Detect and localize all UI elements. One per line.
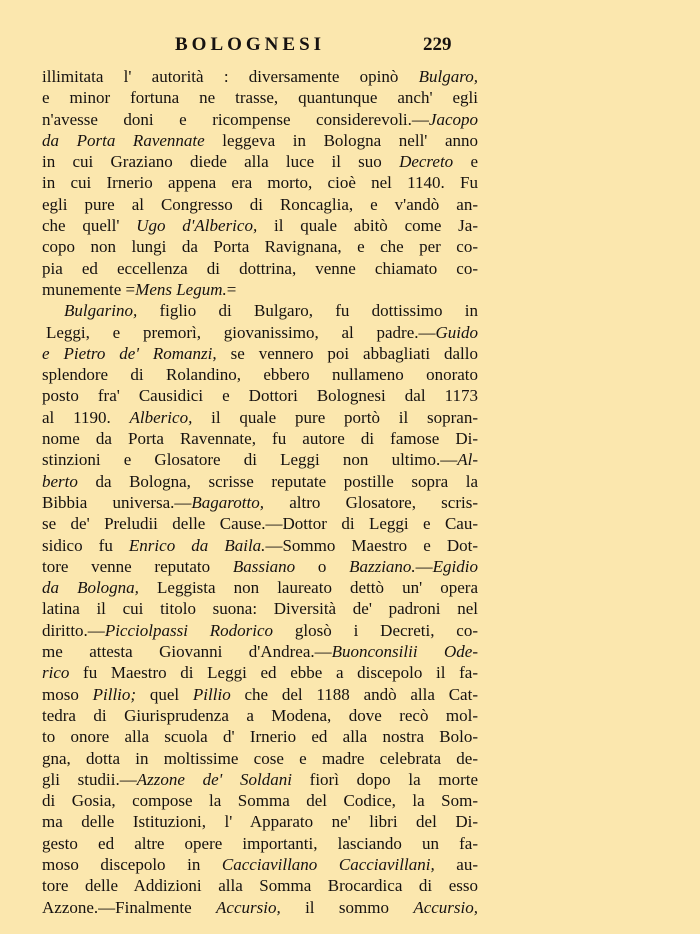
text-line: sidico fu Enrico da Baila.—Sommo Maestro e Dot- <box>42 535 478 555</box>
text-line: Bulgarino, figlio di Bulgaro, fu dottissimo in <box>64 301 478 321</box>
text-line: posto fra' Causidici e Dottori Bolognesi dal 1173 <box>42 386 478 406</box>
text-line: splendore di Rolandino, ebbero nullameno onorato <box>42 365 478 385</box>
text-line: da Bologna, Leggista non laureato dettò un' opera <box>42 578 478 598</box>
text-line: da Porta Ravennate leggeva in Bologna nell' anno <box>42 130 479 150</box>
text-line: di Gosia, compose la Somma del Codice, la Som- <box>42 791 478 811</box>
text-line: Azzone.—Finalmente Accursio, il sommo Accursio, <box>42 897 478 917</box>
text-line: tore venne reputato Bassiano o Bazziano.—Egidio <box>42 556 479 576</box>
text-line: Bibbia universa.—Bagarotto, altro Glosatore, scris- <box>42 492 478 512</box>
text-line: moso Pillio; quel Pillio che del 1188 andò alla Cat- <box>42 684 478 704</box>
text-line: munemente =Mens Legum.= <box>42 279 237 299</box>
text-line: Leggi, e premorì, giovanissimo, al padre.—Guido <box>46 322 478 342</box>
text-line: diritto.—Picciolpassi Rodorico glosò i Decreti, co- <box>42 620 478 640</box>
text-line: moso discepolo in Cacciavillano Cacciavillani, au- <box>42 854 478 874</box>
text-line: egli pure al Congresso di Roncaglia, e v'andò an- <box>42 194 478 214</box>
text-line: se de' Preludii delle Cause.—Dottor di Leggi e Cau- <box>42 514 478 534</box>
text-line: tore delle Addizioni alla Somma Brocardica di esso <box>42 876 478 896</box>
text-line: in cui Graziano diede alla luce il suo Decreto e <box>42 152 478 172</box>
text-line: berto da Bologna, scrisse reputate postille sopra la <box>42 471 478 491</box>
text-line: copo non lungi da Porta Ravignana, e che per co- <box>42 237 478 257</box>
text-line: gli studii.—Azzone de' Soldani fiorì dopo la morte <box>42 769 478 789</box>
text-line: gesto ed altre opere importanti, lasciando un fa- <box>42 833 478 853</box>
text-line: latina il cui titolo suona: Diversità de' padroni nel <box>42 599 478 619</box>
text-line: tedra di Giurisprudenza a Modena, dove recò mol- <box>42 705 478 725</box>
text-line: gna, dotta in moltissime cose e madre celebrata de- <box>42 748 478 768</box>
text-line: to onore alla scuola d' Irnerio ed alla nostra Bolo- <box>42 727 478 747</box>
text-line: ma delle Istituzioni, l' Apparato ne' libri del Di- <box>42 812 478 832</box>
text-line: n'avesse doni e ricompense considerevoli.—Jacopo <box>42 109 478 129</box>
text-line: nome da Porta Ravennate, fu autore di famose Di- <box>42 429 478 449</box>
page-number: 229 <box>423 34 452 55</box>
text-line: e minor fortuna ne trasse, quantunque anch' egli <box>42 88 478 108</box>
text-line: e Pietro de' Romanzi, se vennero poi abbagliati dallo <box>42 343 478 363</box>
text-line: pia ed eccellenza di dottrina, venne chiamato co- <box>42 258 478 278</box>
text-line: rico fu Maestro di Leggi ed ebbe a discepolo il fa- <box>42 663 478 683</box>
text-line: illimitata l' autorità : diversamente opinò Bulgaro, <box>42 67 478 86</box>
text-line: al 1190. Alberico, il quale pure portò il sopran- <box>42 407 479 427</box>
running-head: BOLOGNESI <box>175 34 326 55</box>
page-header <box>0 34 700 60</box>
body-text <box>42 66 478 918</box>
text-line: che quell' Ugo d'Alberico, il quale abitò come Ja- <box>42 216 478 236</box>
text-line: stinzioni e Glosatore di Leggi non ultimo.—Al- <box>42 450 478 470</box>
text-line: me attesta Giovanni d'Andrea.—Buonconsilii Ode- <box>42 642 478 662</box>
text-line: in cui Irnerio appena era morto, cioè nel 1140. Fu <box>42 173 478 193</box>
